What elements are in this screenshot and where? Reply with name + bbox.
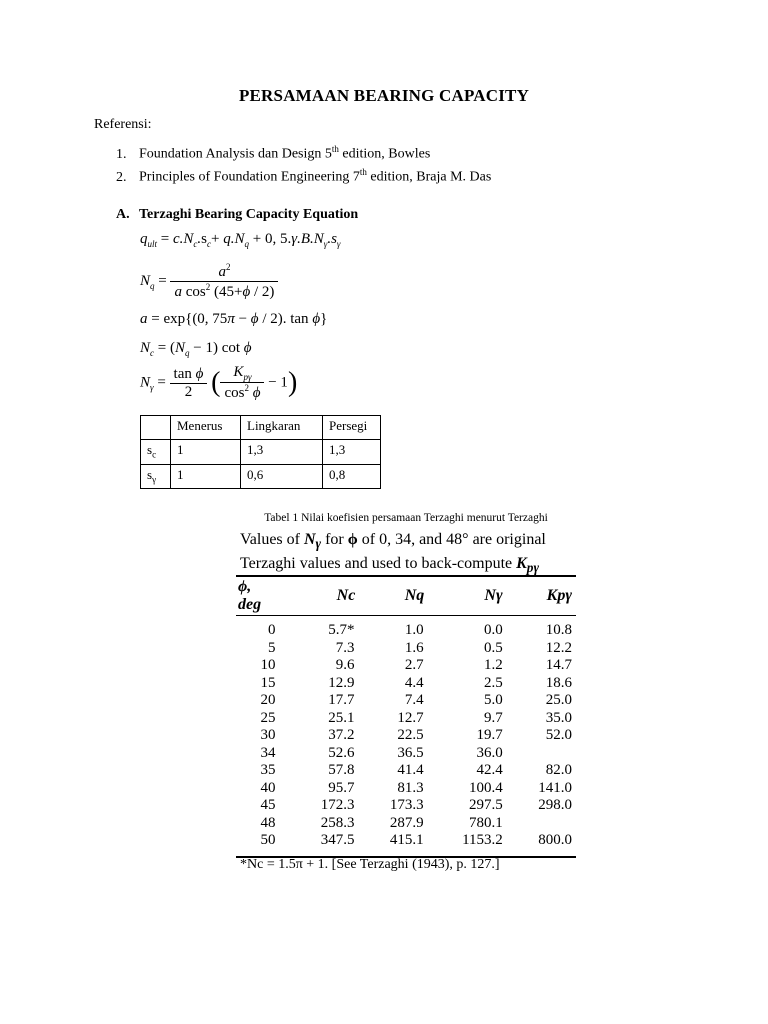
- table-cell: Persegi: [323, 416, 381, 440]
- column-header: Nγ: [484, 587, 503, 604]
- table-cell: 7.3: [335, 639, 355, 656]
- table-cell: 19.7: [476, 727, 503, 744]
- table-row: [236, 710, 576, 728]
- table-cell: 1,3: [241, 440, 323, 465]
- table-cell: 1.0: [404, 622, 424, 639]
- row-label: $s_\gamma$: [141, 464, 171, 489]
- table-row: [236, 797, 576, 815]
- table-cell: 1: [171, 440, 241, 465]
- table-cell: 57.8: [328, 762, 355, 779]
- table-cell: 7.4: [404, 692, 424, 709]
- equation-ngamma: $N_\gamma$ = $\frac{\text{tan ϕ}}{2}$ ( $\frac{K_{p\gamma}}{\cos^2 \phi}$ − 1): [140, 364, 298, 401]
- table-cell: 10.8: [545, 622, 572, 639]
- table-cell: 0: [267, 622, 276, 639]
- table-cell: 2.7: [404, 657, 424, 674]
- table-cell: 800.0: [538, 832, 572, 849]
- table-row: [236, 657, 576, 675]
- table-cell: 35: [260, 762, 276, 779]
- table-cell: 5.7*: [328, 622, 355, 639]
- table-cell: 36.5: [397, 744, 424, 761]
- table-cell: 10: [260, 657, 276, 674]
- table-cell: 347.5: [320, 832, 355, 849]
- table-cell: [503, 815, 576, 833]
- table-cell: 81.3: [397, 779, 424, 796]
- table-cell: 42.4: [476, 762, 503, 779]
- table-cell: 258.3: [320, 814, 355, 831]
- reference-list: [116, 138, 491, 184]
- column-header: ϕ, deg: [238, 578, 262, 613]
- table-row: [236, 832, 576, 850]
- table-row: [236, 640, 576, 658]
- table-cell: 100.4: [469, 779, 503, 796]
- table-cell: 48: [260, 814, 276, 831]
- shape-factor-table: [140, 415, 381, 489]
- table-cell: 25.0: [545, 692, 572, 709]
- table-cell: 12.7: [397, 709, 424, 726]
- table-cell: 82.0: [545, 762, 572, 779]
- table-row: [141, 464, 381, 489]
- table-row: [236, 692, 576, 710]
- terzaghi-values-table: [236, 575, 576, 858]
- table-header-row: [236, 577, 576, 615]
- page-title: PERSAMAAN BEARING CAPACITY: [238, 86, 530, 105]
- table-cell: 15: [260, 674, 276, 691]
- table-cell: 5: [267, 639, 276, 656]
- table-cell: 35.0: [545, 709, 572, 726]
- table-cell: 141.0: [538, 779, 572, 796]
- table-cell: 50: [260, 832, 276, 849]
- table-cell: 297.5: [469, 797, 503, 814]
- table-cell: 780.1: [469, 814, 503, 831]
- section-heading: A. Terzaghi Bearing Capacity Equation: [116, 207, 359, 222]
- table-cell: 36.0: [476, 744, 503, 761]
- table-cell: 95.7: [328, 779, 355, 796]
- table-cell: 40: [260, 779, 276, 796]
- table-cell: Menerus: [171, 416, 241, 440]
- table-cell: 12.2: [545, 639, 572, 656]
- column-header: Kpγ: [546, 587, 572, 604]
- table-cell: 9.7: [484, 709, 503, 726]
- table-cell: 0,6: [241, 464, 323, 489]
- table-cell: 0,8: [323, 464, 381, 489]
- table-cell: 52.0: [545, 727, 572, 744]
- table-cell: 17.7: [328, 692, 355, 709]
- table-cell: [503, 745, 576, 763]
- column-header: Nc: [336, 587, 356, 604]
- table-cell: 14.7: [545, 657, 572, 674]
- table-cell: 1,3: [323, 440, 381, 465]
- references-label: Referensi:: [94, 117, 152, 132]
- equation-qult: $q_{ult} = c.N_c.s_c+ q.N_q + 0$, $5.\gamma.B.N_\gamma.s_\gamma$: [140, 231, 341, 249]
- table-cell: 18.6: [545, 674, 572, 691]
- table-cell: 34: [260, 744, 276, 761]
- table-caption: Tabel 1 Nilai koefisien persamaan Terzaghi menurut Terzaghi: [264, 512, 548, 524]
- table-cell: 2.5: [484, 674, 503, 691]
- table-cell: 30: [260, 727, 276, 744]
- table-row: [141, 440, 381, 465]
- table-cell: 0.5: [484, 639, 503, 656]
- table-row: [236, 762, 576, 780]
- table-row: [236, 675, 576, 693]
- table-row: [236, 780, 576, 798]
- table-cell: 1.6: [404, 639, 424, 656]
- table-row: [236, 622, 576, 640]
- row-label: $s_c$: [141, 440, 171, 465]
- table-cell: 0.0: [484, 622, 503, 639]
- table-cell: 52.6: [328, 744, 355, 761]
- reference-item: 2. Principles of Foundation Engineering 7th edition, Braja M. Das: [116, 167, 492, 185]
- equation-nq: $N_q$ = $\frac{a^2}{a \cos^2 (45+\phi / 2)}$: [140, 262, 278, 301]
- table-cell: 1153.2: [462, 832, 503, 849]
- table-cell: Lingkaran: [241, 416, 323, 440]
- table-cell: 25.1: [328, 709, 355, 726]
- equation-nc: $N_c = (N_q - 1)$ cot ϕ: [140, 340, 252, 358]
- table-cell: 41.4: [397, 762, 424, 779]
- table-cell: 415.1: [389, 832, 424, 849]
- table-cell: 37.2: [328, 727, 355, 744]
- table-cell: 1: [171, 464, 241, 489]
- table-cell: 45: [260, 797, 276, 814]
- table-rule-mid: [236, 615, 576, 616]
- table-cell: 1.2: [484, 657, 503, 674]
- table-header-row: [141, 416, 381, 440]
- table-cell: 25: [260, 709, 276, 726]
- table-cell: 5.0: [484, 692, 503, 709]
- reference-item: 1. Foundation Analysis dan Design 5th edition, Bowles: [116, 144, 431, 162]
- table-cell: 12.9: [328, 674, 355, 691]
- table-cell: 298.0: [538, 797, 572, 814]
- equation-a: a = exp{(0, 75π − ϕ / 2). tan ϕ}: [140, 311, 328, 327]
- table-cell: 20: [260, 692, 276, 709]
- terzaghi-table-heading: Values of $N_\gamma$ for ϕ of 0, 34, and 48° are original Terzaghi values and used to back-compute $K_{p\gamma}$: [240, 531, 546, 576]
- table-row: [236, 727, 576, 745]
- table-cell: 22.5: [397, 727, 424, 744]
- table-cell: 9.6: [335, 657, 355, 674]
- table-cell: 173.3: [389, 797, 424, 814]
- table-footnote: *Nc = 1.5π + 1. [See Terzaghi (1943), p. 127.]: [240, 857, 500, 872]
- table-row: [236, 745, 576, 763]
- table-cell: 287.9: [389, 814, 424, 831]
- table-cell: 172.3: [320, 797, 355, 814]
- table-cell: [141, 416, 171, 440]
- table-row: [236, 815, 576, 833]
- column-header: Nq: [404, 587, 425, 604]
- table-cell: 4.4: [404, 674, 424, 691]
